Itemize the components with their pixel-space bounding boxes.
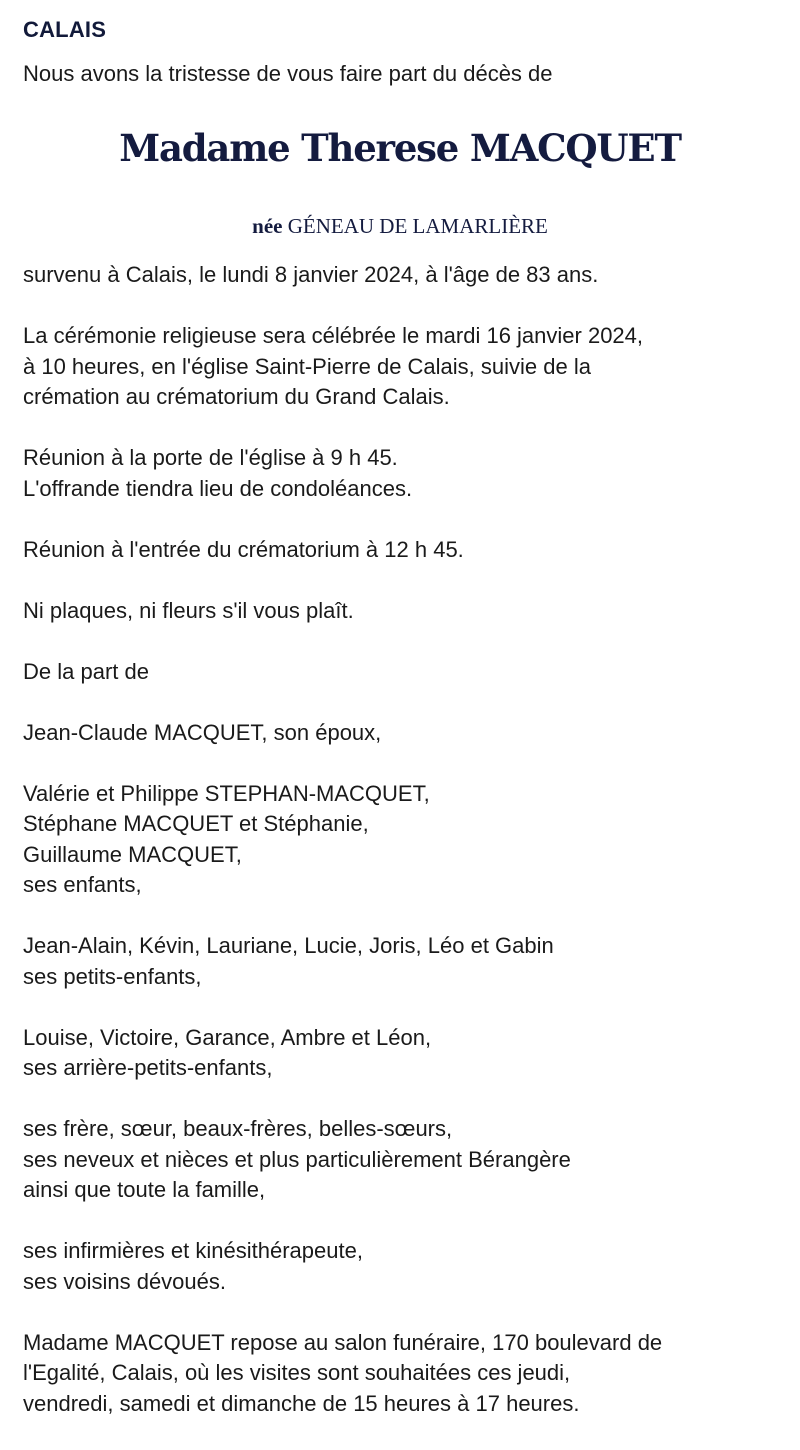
notice-line: ses infirmières et kinésithérapeute,: [23, 1238, 363, 1263]
notice-body: [23, 260, 793, 1450]
notice-line: ses voisins dévoués.: [23, 1268, 226, 1294]
notice-paragraph: [23, 535, 793, 566]
notice-line: ses frère, sœur, beaux-frères, belles-sœurs,: [23, 1116, 453, 1141]
notice-paragraph: [23, 1236, 793, 1297]
notice-line: Valérie et Philippe STEPHAN-MACQUET,: [23, 780, 430, 806]
notice-paragraph: [23, 260, 793, 291]
notice-line: ainsi que toute la famille,: [23, 1177, 266, 1202]
notice-line: Madame MACQUET repose au salon funéraire, 170 boulevard de: [23, 1329, 663, 1355]
nee-label: née: [252, 214, 283, 238]
city-heading: CALAIS: [23, 17, 107, 42]
notice-line: ses arrière-petits-enfants,: [23, 1055, 273, 1080]
notice-paragraph: [23, 1114, 793, 1206]
notice-line: l'Egalité, Calais, où les visites sont souhaitées ces jeudi,: [23, 1360, 571, 1385]
notice-paragraph: [23, 931, 793, 992]
notice-paragraph: [23, 718, 793, 749]
notice-line: ses enfants,: [23, 872, 142, 897]
notice-line: Louise, Victoire, Garance, Ambre et Léon,: [23, 1024, 432, 1050]
notice-paragraph: [23, 596, 793, 627]
maiden-name-line: [0, 212, 800, 240]
notice-line: La cérémonie religieuse sera célébrée le mardi 16 janvier 2024,: [23, 323, 644, 348]
notice-line: survenu à Calais, le lundi 8 janvier 2024, à l'âge de 83 ans.: [23, 262, 599, 287]
notice-line: L'offrande tiendra lieu de condoléances.: [23, 475, 413, 501]
notice-paragraph: [23, 1328, 793, 1420]
notice-paragraph: [23, 443, 793, 504]
notice-paragraph: [23, 321, 793, 413]
deceased-name: Madame Therese MACQUET: [119, 126, 681, 170]
notice-line: vendredi, samedi et dimanche de 15 heures à 17 heures.: [23, 1390, 580, 1416]
notice-line: Réunion à la porte de l'église à 9 h 45.: [23, 445, 398, 470]
maiden-name: GÉNEAU DE LAMARLIÈRE: [287, 214, 548, 238]
notice-line: Jean-Claude MACQUET, son époux,: [23, 719, 382, 745]
notice-paragraph: [23, 1023, 793, 1084]
notice-line: ses neveux et nièces et plus particulièrement Bérangère: [23, 1146, 571, 1172]
notice-line: Jean-Alain, Kévin, Lauriane, Lucie, Joris, Léo et Gabin: [23, 933, 554, 958]
notice-line: Stéphane MACQUET et Stéphanie,: [23, 811, 369, 836]
notice-line: crémation au crématorium du Grand Calais.: [23, 384, 450, 409]
notice-line: à 10 heures, en l'église Saint-Pierre de Calais, suivie de la: [23, 353, 591, 379]
notice-line: Réunion à l'entrée du crématorium à 12 h 45.: [23, 536, 464, 562]
notice-line: Guillaume MACQUET,: [23, 841, 242, 867]
notice-line: Ni plaques, ni fleurs s'il vous plaît.: [23, 597, 354, 623]
notice-paragraph: [23, 779, 793, 901]
notice-paragraph: [23, 657, 793, 688]
intro-text: Nous avons la tristesse de vous faire part du décès de: [23, 61, 553, 86]
notice-line: ses petits-enfants,: [23, 963, 202, 989]
notice-line: De la part de: [23, 658, 149, 684]
